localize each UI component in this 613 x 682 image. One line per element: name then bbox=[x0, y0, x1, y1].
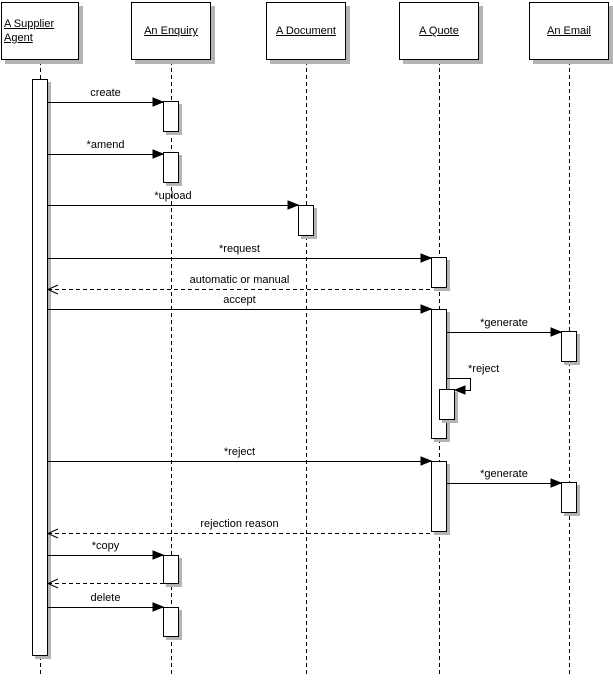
message-2-label: *upload bbox=[154, 190, 192, 202]
message-7-arrowhead-icon bbox=[455, 386, 465, 394]
message-13-arrowhead-icon bbox=[153, 603, 163, 611]
message-3-arrowhead-icon bbox=[421, 254, 431, 262]
activation-bar-enquiry-10 bbox=[163, 555, 179, 584]
activation-bar-quote-4 bbox=[431, 257, 447, 288]
message-4-open-arrowhead-icon bbox=[48, 285, 58, 294]
message-3-label: *request bbox=[219, 243, 260, 255]
message-5-arrowhead-icon bbox=[421, 305, 431, 313]
message-12-open-arrowhead-icon bbox=[48, 579, 58, 588]
participant-label-quote: A Quote bbox=[419, 25, 459, 37]
participant-label-enquiry: An Enquiry bbox=[144, 25, 198, 37]
participant-label-supplier: Agent bbox=[4, 32, 33, 44]
message-1-arrowhead-icon bbox=[153, 150, 163, 158]
message-4-label: automatic or manual bbox=[189, 274, 290, 286]
participant-box-email bbox=[529, 2, 609, 60]
message-5-label: accept bbox=[223, 294, 256, 306]
message-13-label: delete bbox=[90, 592, 121, 604]
participant-label-document: A Document bbox=[276, 25, 336, 37]
activation-bar-enquiry-2 bbox=[163, 152, 179, 183]
message-6-label: *generate bbox=[480, 317, 528, 329]
message-9-label: *generate bbox=[480, 468, 528, 480]
activation-bar-supplier-0 bbox=[32, 79, 48, 656]
activation-bar-document-3 bbox=[298, 205, 314, 236]
activation-bar-quote-7 bbox=[439, 389, 455, 420]
activation-bar-enquiry-11 bbox=[163, 607, 179, 637]
activation-bar-enquiry-1 bbox=[163, 101, 179, 132]
participant-box-document bbox=[266, 2, 346, 60]
message-11-arrowhead-icon bbox=[153, 551, 163, 559]
message-9-arrowhead-icon bbox=[551, 479, 561, 487]
participant-box-enquiry bbox=[131, 2, 211, 60]
message-10-label: rejection reason bbox=[200, 518, 279, 530]
activation-bar-email-9 bbox=[561, 482, 577, 513]
participant-box-supplier bbox=[1, 2, 79, 60]
activation-bar-quote-8 bbox=[431, 461, 447, 532]
message-10-open-arrowhead-icon bbox=[48, 529, 58, 538]
activation-bar-email-6 bbox=[561, 331, 577, 362]
message-1-label: *amend bbox=[86, 139, 125, 151]
participant-label-supplier: A Supplier bbox=[4, 18, 55, 30]
message-7-label: *reject bbox=[468, 363, 500, 375]
message-2-arrowhead-icon bbox=[288, 201, 298, 209]
participant-label-email: An Email bbox=[546, 25, 592, 37]
message-0-label: create bbox=[90, 87, 121, 99]
message-0-arrowhead-icon bbox=[153, 98, 163, 106]
participant-box-quote bbox=[399, 2, 479, 60]
message-8-label: *reject bbox=[223, 446, 256, 458]
message-11-label: *copy bbox=[91, 540, 120, 552]
message-6-arrowhead-icon bbox=[551, 328, 561, 336]
message-8-arrowhead-icon bbox=[421, 457, 431, 465]
